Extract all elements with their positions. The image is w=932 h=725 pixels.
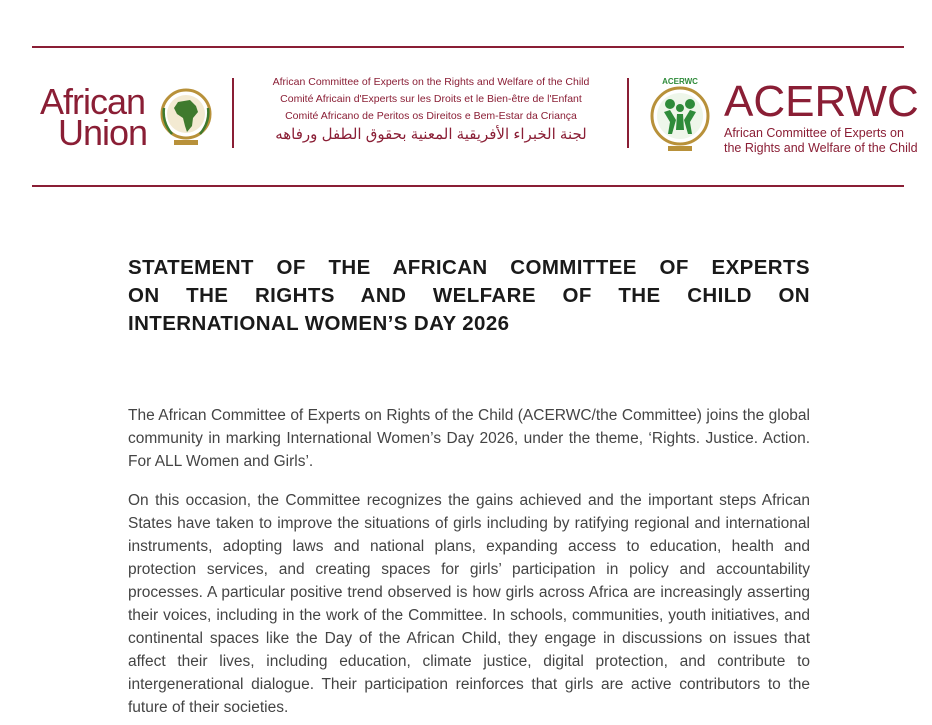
african-union-logo [40,80,220,160]
committee-name-english: African Committee of Experts on the Rights and Welfare of the Child [272,76,590,88]
african-union-emblem-icon [152,82,220,150]
committee-names [245,74,617,145]
acerwc-full-name: African Committee of Experts on the Rights and Welfare of the Child [724,126,918,155]
header-bottom-rule [32,185,904,187]
acerwc-emblem-icon [642,74,718,154]
statement-title [128,254,810,338]
header-separator [627,78,629,148]
african-union-wordmark: African Union [40,81,148,153]
body-paragraph-1: The African Committee of Experts on Rights of the Child (ACERWC/the Committee) joins the global community in marking International Women’s Day 2026, under the theme, ‘Rights. Justice. Action. For ALL Women and Girls’. [128,407,810,470]
title-line-3: INTERNATIONAL WOMEN’S DAY 2026 [128,312,510,335]
committee-name-portuguese: Comité Africano de Peritos os Direitos e Bem-Estar da Criança [285,110,577,122]
acerwc-wordmark: ACERWC [724,77,919,126]
body-paragraph-2: On this occasion, the Committee recognizes the gains achieved and the important steps African States have taken to improve the situations of girls including by ratifying regional and international instruments, adopting laws and national plans, expanding access to education, health and protection services, and creating spaces for girls’ participation in policy and accountability processes. A particular positive trend observed is how girls across Africa are increasingly asserting their voices, including in the work of the Committee. In schools, communities, youth initiatives, and continental spaces like the Day of the African Child, they engage in discussions on issues that affect their lives, including education, climate justice, digital protection, and contribute to intergenerational dialogue. Their participation reinforces that girls are active contributors to the future of their societies. [128,492,810,716]
committee-name-arabic: لجنة الخبراء الأفريقية المعنية بحقوق الطفل ورفاهه [275,126,587,143]
title-line-1: STATEMENT OF THE AFRICAN COMMITTEE OF EXPERTS [128,256,810,279]
title-line-2: ON THE RIGHTS AND WELFARE OF THE CHILD ON [128,284,810,307]
header-top-rule [32,46,904,48]
acerwc-emblem-label: ACERWC [662,77,698,86]
header-separator [232,78,234,148]
committee-name-french: Comité Africain d'Experts sur les Droits et le Bien-être de l'Enfant [280,93,582,105]
